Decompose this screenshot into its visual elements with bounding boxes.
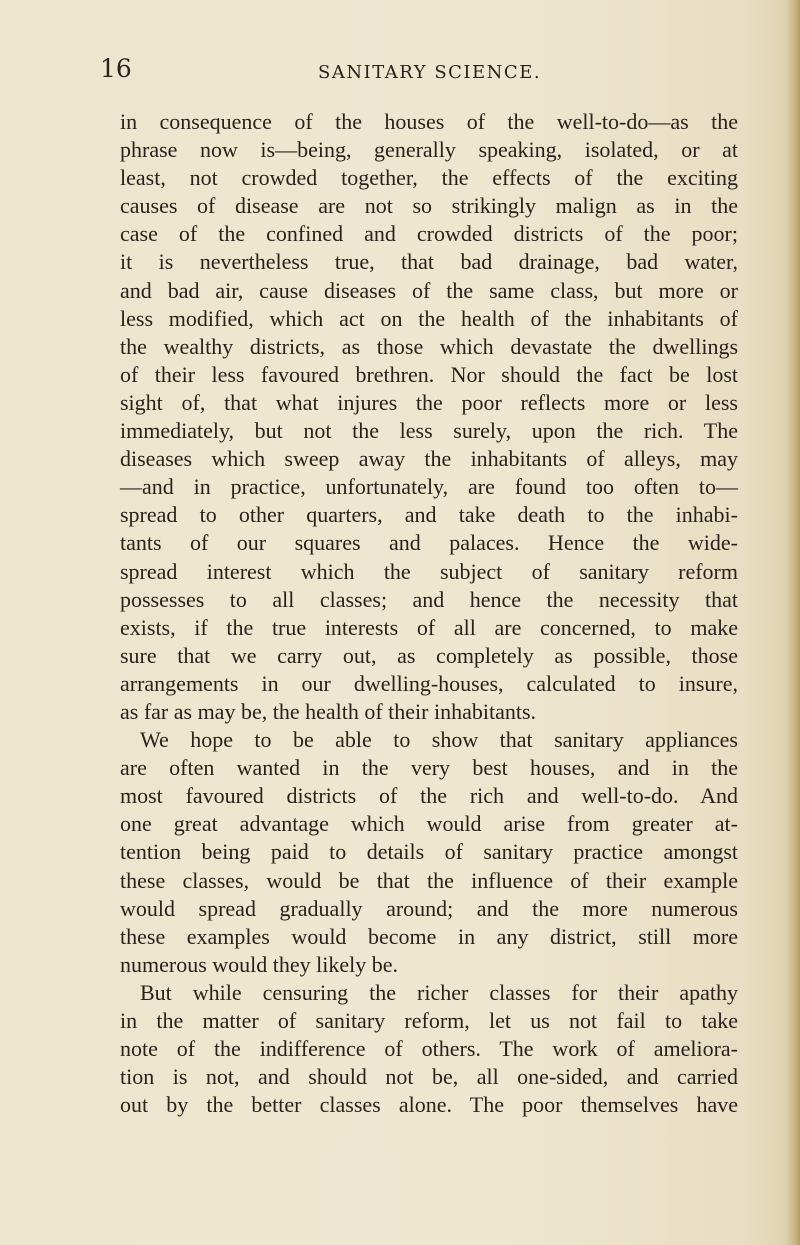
text-line: the wealthy districts, as those which devastate the dwellings (120, 333, 738, 359)
text-line: —and in practice, unfortunately, are found too often to— (120, 474, 738, 500)
text-line: tention being paid to details of sanitary practice amongst (120, 839, 738, 865)
text-line: as far as may be, the health of their inhabitants. (120, 698, 537, 724)
text-line: of their less favoured brethren. Nor should the fact be lost (120, 361, 738, 387)
paragraph-2 (120, 726, 738, 979)
text-line: possesses to all classes; and hence the necessity that (120, 586, 738, 612)
text-line: tion is not, and should not be, all one-sided, and carried (120, 1064, 738, 1090)
text-line: these examples would become in any district, still more (120, 923, 738, 949)
text-line: arrangements in our dwelling-houses, calculated to insure, (120, 670, 738, 696)
text-line: sure that we carry out, as completely as possible, those (120, 642, 738, 668)
body-text (120, 108, 738, 1119)
text-line: these classes, would be that the influence of their example (120, 867, 738, 893)
text-line: out by the better classes alone. The poor themselves have (120, 1092, 738, 1118)
text-line: note of the indifference of others. The work of ameliora- (120, 1036, 738, 1062)
text-line: are often wanted in the very best houses, and in the (120, 755, 738, 781)
text-line: in consequence of the houses of the well-to-do—as the (120, 109, 738, 134)
text-line: immediately, but not the less surely, upon the rich. The (120, 418, 738, 444)
text-line: numerous would they likely be. (120, 951, 399, 977)
text-line: in the matter of sanitary reform, let us not fail to take (120, 1008, 738, 1033)
text-line: least, not crowded together, the effects of the exciting (120, 165, 738, 191)
paragraph-1 (120, 108, 738, 726)
text-line: most favoured districts of the rich and well-to-do. And (120, 783, 738, 809)
page-edge-shadow (786, 0, 800, 1245)
text-line: sight of, that what injures the poor reflects more or less (120, 389, 738, 415)
text-line: one great advantage which would arise from greater at- (120, 811, 738, 837)
text-line: spread interest which the subject of sanitary reform (120, 558, 738, 584)
text-line: less modified, which act on the health of the inhabitants of (120, 305, 738, 331)
text-line: tants of our squares and palaces. Hence the wide- (120, 530, 738, 556)
text-line: diseases which sweep away the inhabitants of alleys, may (120, 446, 738, 472)
page-header (0, 54, 800, 94)
text-line: would spread gradually around; and the more numerous (120, 895, 738, 921)
text-line: and bad air, cause diseases of the same class, but more or (120, 277, 738, 303)
text-line: case of the confined and crowded districts of the poor; (120, 221, 738, 247)
page-number: 16 (100, 54, 132, 83)
text-line: spread to other quarters, and take death to the inhabi- (120, 502, 738, 528)
text-line: We hope to be able to show that sanitary appliances (140, 727, 738, 753)
text-line: phrase now is—being, generally speaking, isolated, or at (120, 137, 738, 163)
text-line: causes of disease are not so strikingly malign as in the (120, 193, 738, 219)
text-line: But while censuring the richer classes for their apathy (140, 979, 738, 1005)
running-title: SANITARY SCIENCE. (318, 62, 542, 83)
paragraph-3 (120, 979, 738, 1119)
text-line: exists, if the true interests of all are concerned, to make (120, 614, 738, 640)
text-line: it is nevertheless true, that bad drainage, bad water, (120, 249, 738, 275)
